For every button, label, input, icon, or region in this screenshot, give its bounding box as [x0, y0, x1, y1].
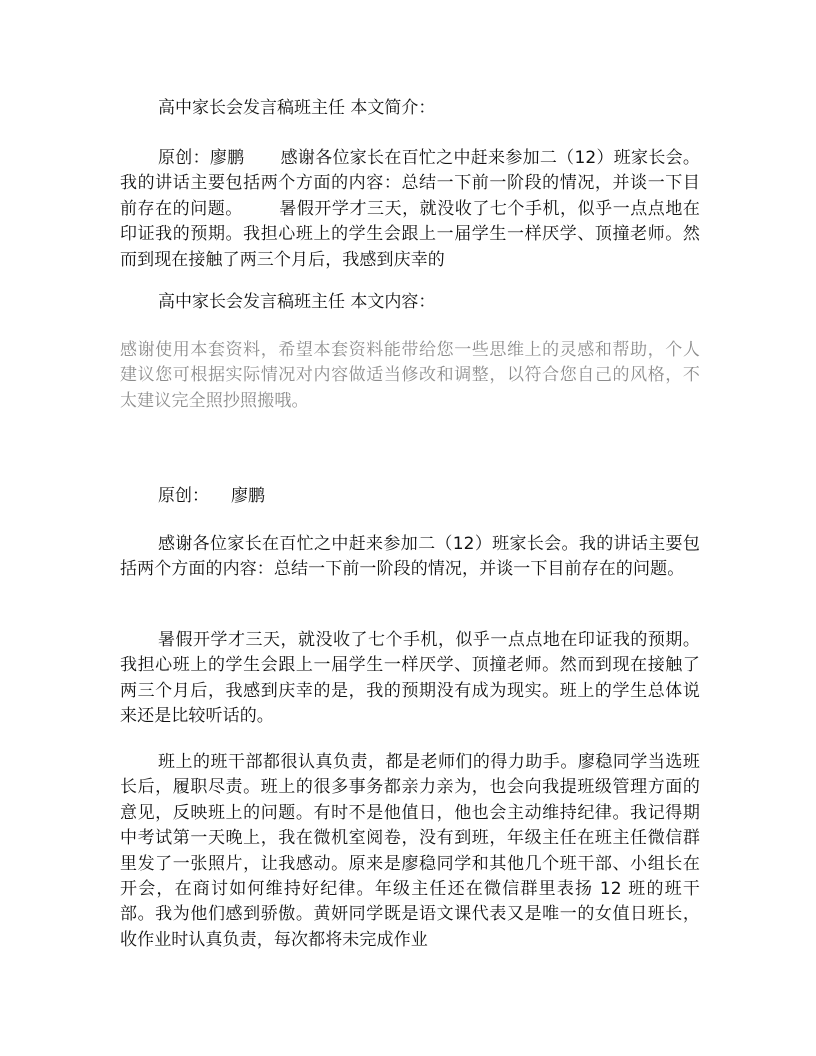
summary-text-cont: 暑假开学才三天，就没收了七个手机，似乎一点点地在印证我的预期。我担心班上的学生会跟上一届学生一样厌学、顶撞老师。然而到现在接触了两三个月后，我感到庆幸的: [120, 198, 700, 270]
author-prefix: 原创：: [158, 486, 209, 506]
usage-note: 感谢使用本套资料，希望本套资料能带给您一些思维上的灵感和帮助，个人建议您可根据实际情况对内容做适当修改和调整，以符合您自己的风格，不太建议完全照抄照搬哦。: [120, 340, 700, 411]
summary-heading: 高中家长会发言稿班主任 本文简介：: [158, 98, 436, 118]
summary-text: 感谢各位家长在百忙之中赶来参加二（12）班家长会。我的讲话主要包括两个方面的内容：总结一下前一阶段的情况，并谈一下目前存在的问题。: [120, 148, 701, 219]
body-paragraph-3: 班上的班干部都很认真负责，都是老师们的得力助手。廖稳同学当选班长后，履职尽责。班上的很多事务都亲力亲为，也会向我提班级管理方面的意见，反映班上的问题。有时不是他值日，他也会主动维持纪律。我记得期中考试第一天晚上，我在微机室阅卷，没有到班，年级主任在班主任微信群里发了一张照片，让我感动。原来是廖稳同学和其他几个班干部、小组长在开会，在商讨如何维持好纪律。年级主任还在微信群里表扬 12 班的班干部。我为他们感到骄傲。黄妍同学既是语文课代表又是唯一的女值日班长，收作业时认真负责，每次都将未完成作业: [120, 752, 700, 950]
content-heading: 高中家长会发言稿班主任 本文内容：: [158, 292, 436, 312]
author-name: 廖鹏: [231, 486, 265, 506]
body-paragraph-1: 感谢各位家长在百忙之中赶来参加二（12）班家长会。我的讲话主要包括两个方面的内容：总结一下前一阶段的情况，并谈一下目前存在的问题。: [120, 534, 700, 580]
summary-author-label: 原创：廖鹏: [158, 148, 245, 168]
summary-paragraph: [120, 146, 700, 273]
body-paragraph-2: 暑假开学才三天，就没收了七个手机，似乎一点点地在印证我的预期。我担心班上的学生会跟上一届学生一样厌学、顶撞老师。然而到现在接触了两三个月后，我感到庆幸的是，我的预期没有成为现实。班上的学生总体说来还是比较听话的。: [120, 630, 700, 727]
author-line: [120, 484, 738, 508]
